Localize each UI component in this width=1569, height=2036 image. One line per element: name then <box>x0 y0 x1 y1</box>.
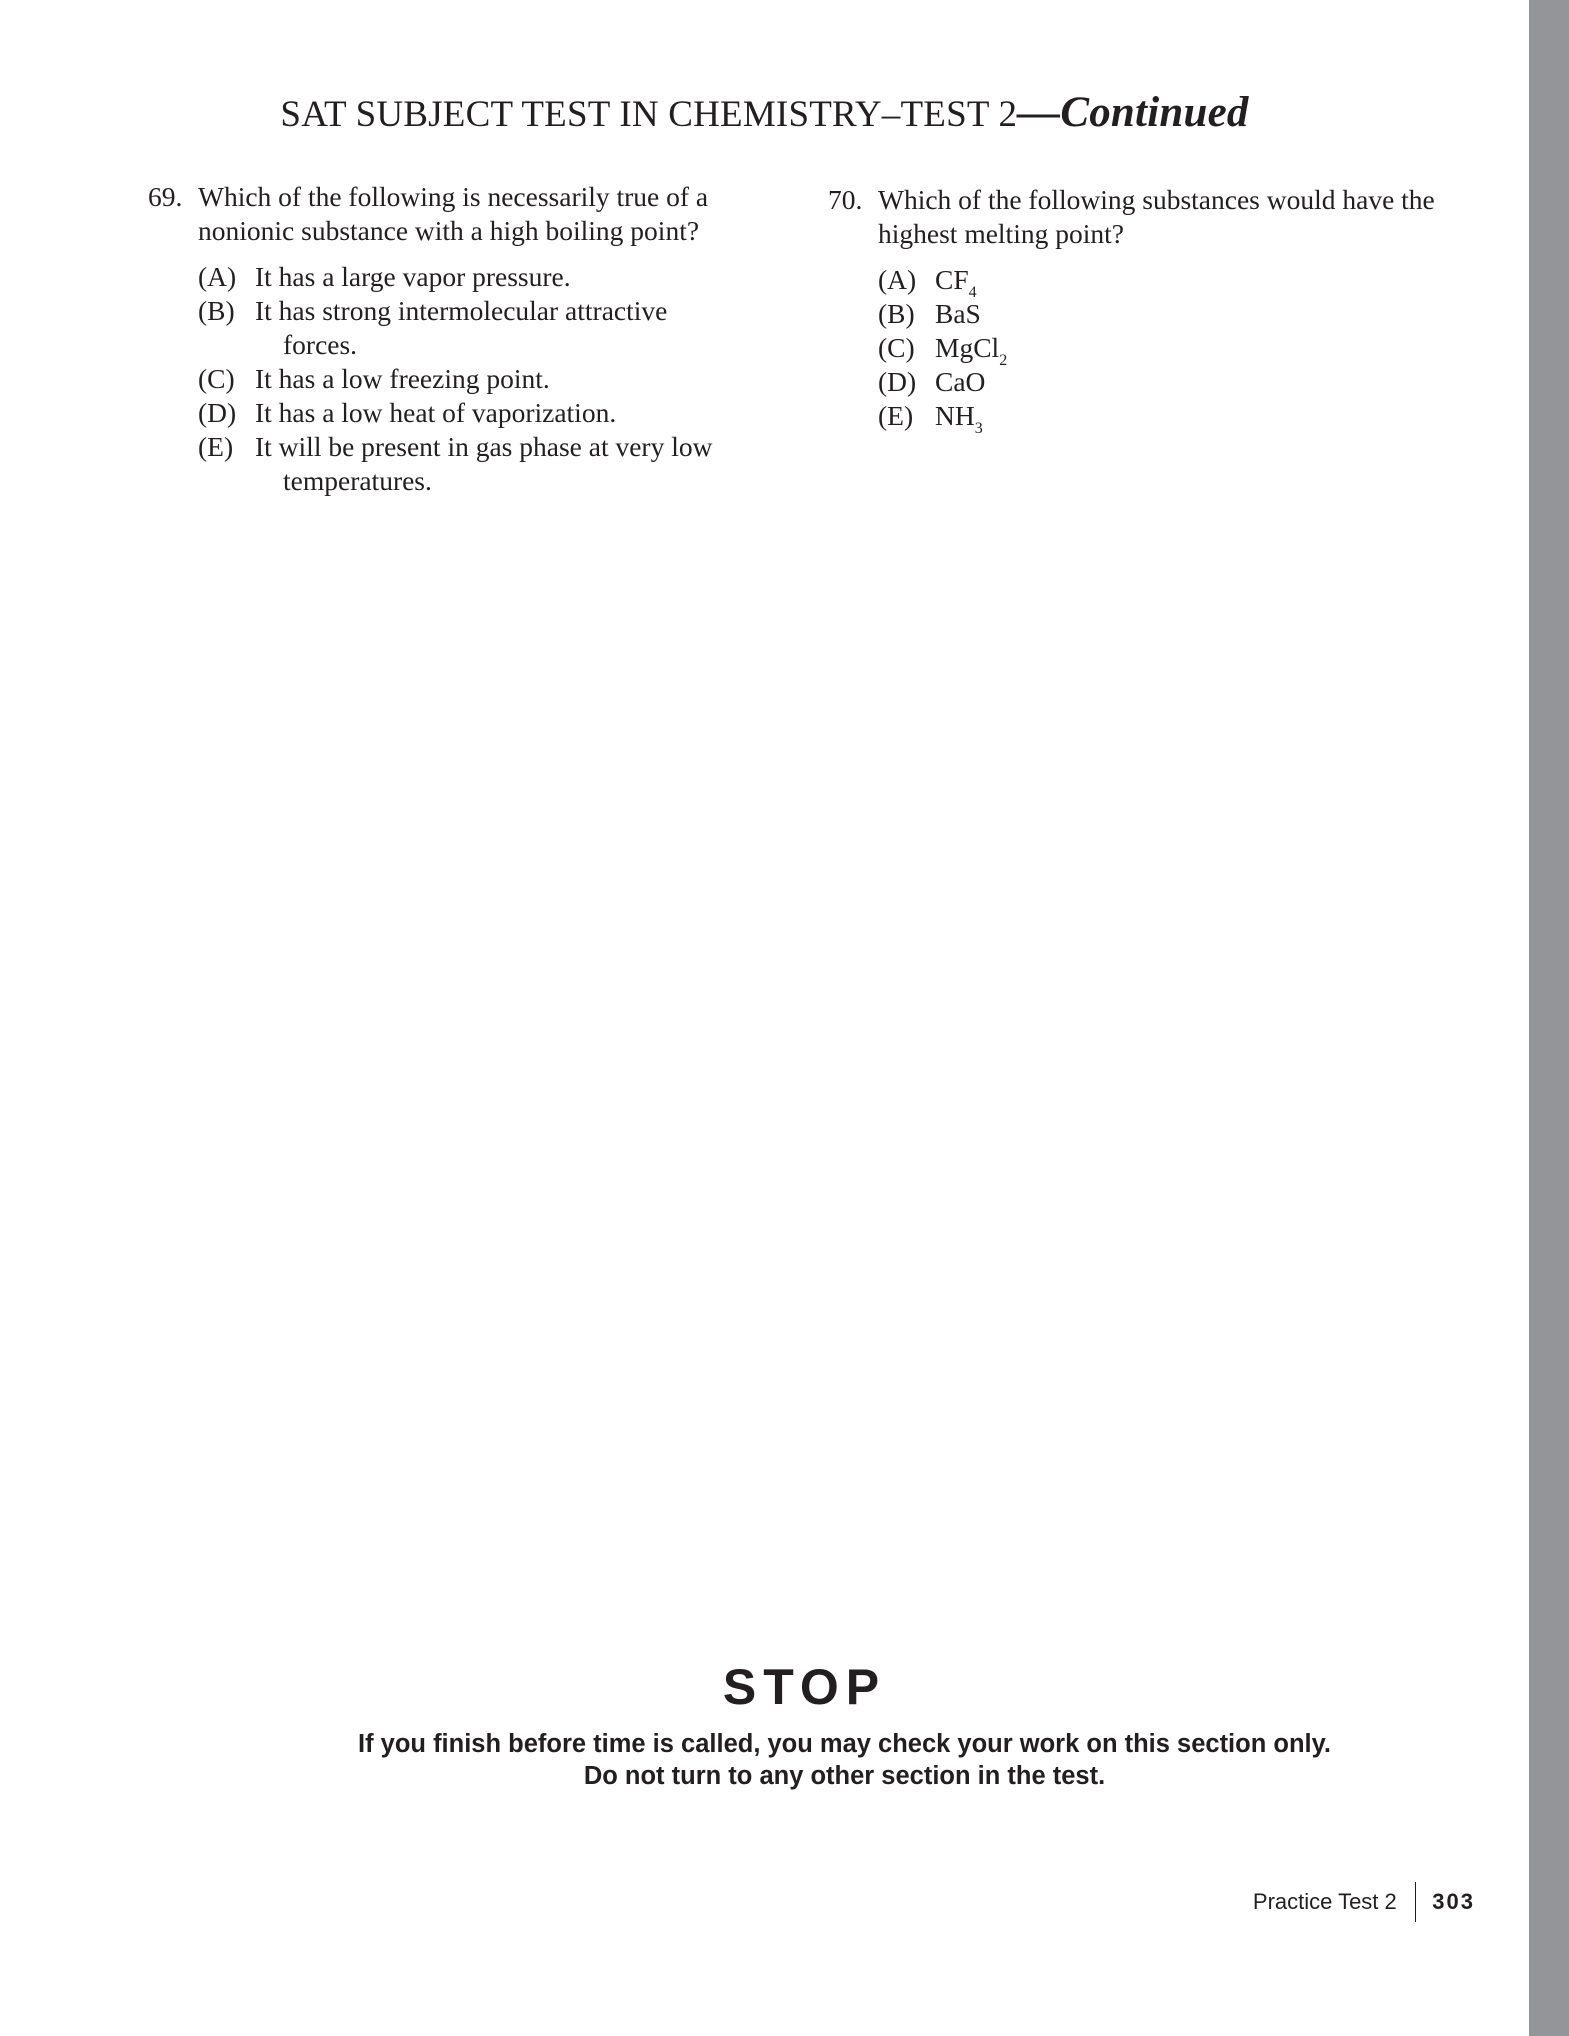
choice-formula <box>935 297 1468 331</box>
choice-e[interactable] <box>878 399 1468 437</box>
formula-base: MgCl <box>935 332 1000 363</box>
page-number: 303 <box>1432 1889 1475 1914</box>
choice-letter: (B) <box>198 295 235 326</box>
choice-text: It will be present in gas phase at very low <box>255 431 713 462</box>
choice-c[interactable] <box>198 362 748 396</box>
question-text: Which of the following is necessarily true of a nonionic substance with a high boiling point? <box>198 181 709 246</box>
question-stem <box>148 180 748 248</box>
question-stem <box>828 183 1468 251</box>
question-69 <box>148 180 748 498</box>
choice-b[interactable] <box>878 297 1468 331</box>
question-text: Which of the following substances would have the highest melting point? <box>878 184 1435 249</box>
choice-d[interactable] <box>878 365 1468 399</box>
header-title: SAT SUBJECT TEST IN CHEMISTRY–TEST 2 <box>280 94 1018 135</box>
choice-d[interactable] <box>198 396 748 430</box>
page-header <box>0 88 1529 137</box>
choice-text: It has a low freezing point. <box>255 363 550 394</box>
formula-base: BaS <box>935 298 981 329</box>
choice-text: It has a low heat of vaporization. <box>255 397 617 428</box>
choice-b[interactable] <box>198 294 748 362</box>
choice-a[interactable] <box>198 260 748 294</box>
choice-formula <box>935 331 1468 369</box>
choice-c[interactable] <box>878 331 1468 369</box>
choice-letter: (E) <box>198 431 234 462</box>
choice-text-continued: forces. <box>283 329 358 360</box>
choice-letter: (D) <box>878 366 917 397</box>
page-footer <box>1253 1882 1475 1922</box>
answer-choices <box>148 260 748 498</box>
stop-title: STOP <box>722 1659 887 1715</box>
formula-subscript: 3 <box>974 420 983 437</box>
stop-instruction-2: Do not turn to any other section in the test. <box>583 1762 1106 1790</box>
choice-letter: (D) <box>198 397 237 428</box>
choice-letter: (C) <box>878 332 915 363</box>
formula-subscript: 2 <box>999 352 1008 369</box>
formula-subscript: 4 <box>968 284 977 301</box>
formula-base: CaO <box>935 366 986 397</box>
footer-divider <box>1415 1882 1417 1922</box>
stop-instruction-1: If you finish before time is called, you may check your work on this section only. <box>357 1730 1331 1758</box>
choice-letter: (B) <box>878 298 915 329</box>
choice-formula <box>935 365 1468 399</box>
choice-a[interactable] <box>878 263 1468 301</box>
header-continued: —Continued <box>1017 89 1249 136</box>
choice-letter: (A) <box>878 264 917 295</box>
choice-formula <box>935 263 1468 301</box>
choice-e[interactable] <box>198 430 748 498</box>
choice-letter: (A) <box>198 261 237 292</box>
answer-choices <box>828 263 1468 437</box>
choice-text: It has strong intermolecular attractive <box>255 295 668 326</box>
choice-text: It has a large vapor pressure. <box>255 261 571 292</box>
footer-label: Practice Test 2 <box>1252 1889 1397 1914</box>
formula-base: CF <box>935 264 969 295</box>
choice-text-continued: temperatures. <box>283 465 432 496</box>
choice-letter: (C) <box>198 363 235 394</box>
question-number: 69. <box>148 181 183 212</box>
formula-base: NH <box>935 400 975 431</box>
question-70 <box>828 183 1468 437</box>
choice-letter: (E) <box>878 400 914 431</box>
choice-formula <box>935 399 1468 437</box>
question-number: 70. <box>828 184 863 215</box>
